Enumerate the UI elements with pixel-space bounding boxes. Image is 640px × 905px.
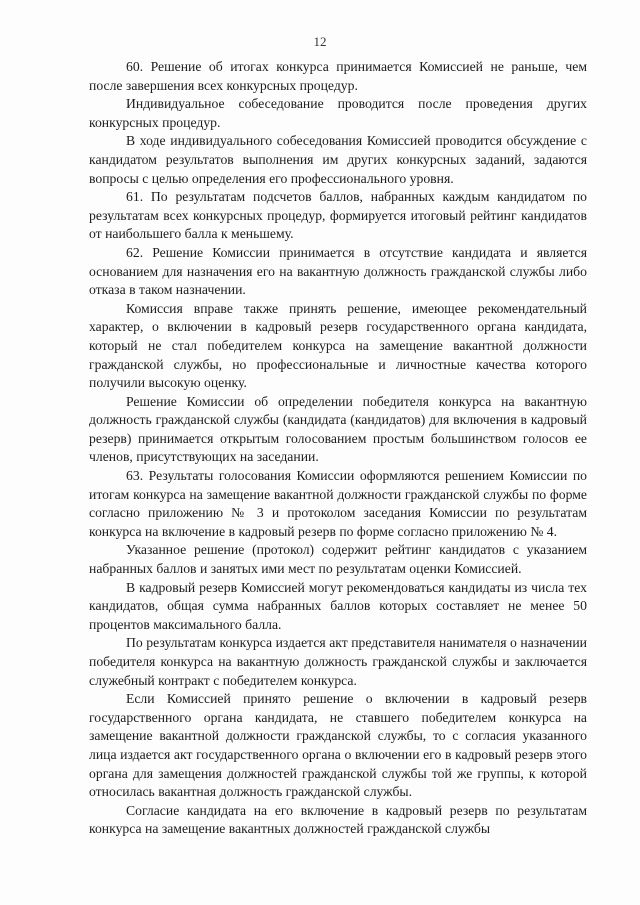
- paragraph-62: 62. Решение Комиссии принимается в отсутствие кандидата и является основанием для назначения его на вакантную должность гражданской службы либо отказа в таком назначении.: [89, 244, 587, 298]
- paragraph-interview-content: В ходе индивидуального собеседования Комиссией проводится обсуждение с кандидатом результатов выполнения им других конкурсных заданий, задаются вопросы с целью определения его профессионального уровня.: [89, 133, 587, 186]
- paragraph-reserve-recommendation: Комиссия вправе также принять решение, имеющее рекомендательный характер, о включении в кадровый резерв государственного органа кандидата, который не стал победителем конкурса на замещение вакантной должности гражданской службы, но профессиональные и личностные качества которого получили высокую оценку.: [89, 300, 587, 391]
- paragraph-61: 61. По результатам подсчетов баллов, набранных каждым кандидатом по результатам всех конкурсных процедур, формируется итоговый рейтинг кандидатов от наибольшего балла к меньшему.: [89, 189, 587, 242]
- paragraph-60: 60. Решение об итогах конкурса принимается Комиссией не раньше, чем после завершения всех конкурсных процедур.: [89, 59, 587, 93]
- paragraph-candidate-consent: Согласие кандидата на его включение в кадровый резерв по результатам конкурса на замещение вакантных должностей гражданской службы: [89, 802, 587, 837]
- paragraph-appointment-act: По результатам конкурса издается акт представителя нанимателя о назначении победителя конкурса на вакантную должность гражданской службы и заключается служебный контракт с победителем конкурса.: [89, 635, 587, 688]
- paragraph-reserve-inclusion: Если Комиссией принято решение о включении в кадровый резерв государственного органа кандидата, не ставшего победителем конкурса на замещение вакантной должности гражданской службы, то с согласия указанного лица издается акт государственного органа о включении его в кадровый резерв этого органа для замещения должностей гражданской службы той же группы, к которой относилась вакантная должность гражданской службы.: [89, 691, 587, 800]
- paragraph-reserve-threshold: В кадровый резерв Комиссией могут рекомендоваться кандидаты из числа тех кандидатов, общая сумма набранных баллов которых составляет не менее 50 процентов максимального балла.: [89, 579, 587, 632]
- document-body: [89, 58, 587, 839]
- paragraph-interview-order: Индивидуальное собеседование проводится после проведения других конкурсных процедур.: [89, 96, 587, 130]
- paragraph-rating: Указанное решение (протокол) содержит рейтинг кандидатов с указанием набранных баллов и занятых ими мест по результатам оценки Комиссией.: [89, 542, 587, 577]
- paragraph-63: 63. Результаты голосования Комиссии оформляются решением Комиссии по итогам конкурса на замещение вакантной должности гражданской службы по форме согласно приложению № 3 и протоколом заседания Комиссии по результатам конкурса на включение в кадровый резерв по форме согласно приложению № 4.: [89, 468, 587, 539]
- paragraph-voting: Решение Комиссии об определении победителя конкурса на вакантную должность гражданской службы (кандидата (кандидатов) для включения в кадровый резерв) принимается открытым голосованием простым большинством голосов ее членов, присутствующих на заседании.: [89, 393, 587, 465]
- page-number: 12: [313, 34, 327, 49]
